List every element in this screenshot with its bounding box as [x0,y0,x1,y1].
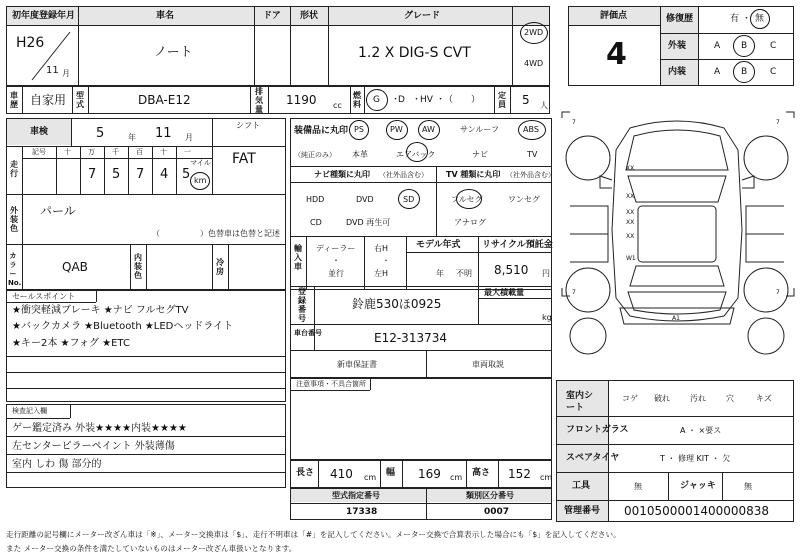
interior-a: A [714,67,721,77]
navi-type-label: ナビ種類に丸印 [314,170,370,179]
mileage-label: 走行 [10,160,18,178]
tv-fullseg: フルセグ [451,195,483,204]
inspection-label: 車検 [30,127,49,137]
fuel-hv: HV [420,95,433,105]
color-note-left: （ [152,229,160,238]
mileage-digit-2: 5 [112,167,121,182]
max-load-unit: kg [542,313,552,322]
tools-value: 無 [634,482,642,491]
wheel-front-right [744,136,788,180]
type-designation-label: 型式指定番号 [332,491,380,500]
mgmt-value: 0010500001400000838 [624,504,770,518]
recycle-unit: 円 [542,269,550,278]
first-reg-year: H26 [16,35,45,51]
mileage-head-6: 一 [184,148,191,156]
footer-line-1: 走行距離の記号欄にメーター改ざん車は「※」、メーター交換車は「$」、走行不明車は「#」を記入してください。メーター交換で合算表示した場合にも「$」を記入してください。 [6,530,621,539]
height-label: 高さ [472,468,491,478]
fuel-g: G [373,95,380,105]
exterior-label: 外装 [668,41,687,51]
sales-point-2: ★バックカメラ ★Bluetooth ★LEDヘッドライト [12,321,234,332]
footer-line-2: また メーター交換の条件を満たしていないものはメーター改ざん車扱いとなります。 [6,544,297,553]
height-value: 152 [508,467,531,481]
wheel-label-3: 7 [572,289,576,296]
car-rear-window [630,266,724,286]
repair-history-sep: ・ [742,14,752,24]
drive-4wd: 4WD [524,59,544,68]
capacity-unit: 人 [540,101,548,110]
capacity-value: 5 [522,93,530,107]
car-trunk [628,292,726,314]
recycle-value: 8,510 [494,263,529,277]
height-unit: cm [540,473,553,482]
seat-item-3: 汚れ [690,394,706,403]
class-number-label: 類別区分番号 [466,491,514,500]
shift-value: FAT [232,151,256,167]
interior-color-label: 内装色 [134,253,142,280]
spare-label: スペアタイヤ [566,453,620,463]
chassis-value: E12-313734 [374,331,447,345]
notes-label: 注意事項・不具合箇所 [296,380,366,388]
type-designation-value: 17338 [346,507,378,517]
reg-number-label: 登録番号 [298,287,306,323]
wheel-rear-right [744,268,788,312]
navi-type-note: （社外品含む） [379,171,428,179]
inspector-line-2: 左センターピラーペイント 外装薄傷 [12,441,175,452]
doors-label: ドア [263,11,281,21]
import-label: 輸入車 [294,244,302,271]
length-value: 410 [330,467,353,481]
wheel-label-2: 7 [776,119,780,126]
mileage-digit-3: 7 [136,167,145,182]
tv-type-note: （社外品含む） [506,171,555,179]
drive-2wd: 2WD [524,28,544,37]
fuel-label: 燃料 [353,91,361,109]
spare-wheel-left [570,318,606,354]
reg-number-value: 鈴鹿530ほ0925 [352,297,442,311]
color-code-value: QAB [62,260,88,274]
navi-dvd-play: DVD 再生可 [346,218,391,227]
tv-analog: アナログ [454,218,486,227]
exterior-a: A [714,41,721,51]
import-dot-2: ・ [382,256,390,265]
navi-cd: CD [310,218,322,227]
displacement-label: 排気量 [255,87,263,114]
equip-ps: PS [354,125,364,134]
car-hood [626,130,728,170]
inspection-year-unit: 年 [128,133,136,142]
import-right: 右H [374,244,389,253]
seat-item-2: 破れ [654,394,670,403]
first-reg-month: 11 [46,65,59,76]
exterior-c: C [770,41,777,51]
grade-label: グレード [404,11,441,21]
spare-text: T ・ 修理 KIT ・ 欠 [660,454,731,463]
shift-label: シフト [236,121,260,130]
inspector-label: 検査記入欄 [12,407,47,415]
color-label: 外装色 [10,206,18,233]
score-label: 評価点 [600,11,628,21]
interior-c: C [770,67,777,77]
width-unit: cm [450,473,463,482]
fuel-dot-3: ・ [436,95,446,105]
fuel-dot-2: ・ [412,95,422,105]
windshield-label: フロントガラス [566,425,629,435]
marker-5: XX [626,233,635,240]
length-label: 長さ [296,468,315,478]
chassis-label: 車台番号 [294,329,322,337]
color-code-label: カラーNo. [8,252,22,287]
fuel-other: （ ） [444,95,481,105]
navi-sd: SD [403,195,415,204]
car-name-value: ノート [154,45,193,60]
equip-pw: PW [390,125,403,134]
score-value: 4 [606,37,627,72]
marker-2: XX [626,193,635,200]
import-dot-1: ・ [332,256,340,265]
manual-label: 車両取説 [472,360,504,369]
displacement-unit: cc [333,101,342,110]
model-type-label: 型式 [76,91,84,109]
use-value: 自家用 [30,93,67,107]
class-number-value: 0007 [484,507,510,517]
mileage-head-1: 十 [64,148,71,156]
length-unit: cm [364,473,377,482]
tv-oneseg: ワンセグ [508,195,540,204]
mileage-digit-1: 7 [88,167,97,182]
windshield-text: A ・ ×要ス [680,426,722,435]
interior-b: B [741,67,748,77]
shape-label: 形状 [300,11,319,21]
mileage-km: km [194,176,207,185]
import-parallel: 並行 [328,269,344,278]
repair-history-no: 無 [755,14,765,24]
use-label: 車歴 [10,91,18,109]
color-value: パール [40,204,76,218]
wheel-label-1: 7 [572,119,576,126]
mileage-head-4: 百 [136,148,143,156]
recycle-label: リサイクル預託金 [482,240,553,250]
seat-item-5: キズ [756,394,772,403]
inspector-line-3: 室内 しわ 傷 部分的 [12,459,102,470]
equip-navi: ナビ [472,150,488,159]
mileage-head-0: 記号 [32,148,46,156]
first-reg-label: 初年度登録年月 [12,11,76,21]
model-year-label: モデル年式 [416,240,461,250]
equipment-label: 装備品に丸印 [294,126,349,136]
first-reg-month-unit: 月 [62,69,70,78]
sales-point-1: ★衝突軽減ブレーキ ★ナビ フルセグTV [12,305,189,316]
inspector-line-1: ゲー鑑定済み 外装★★★★内装★★★★ [12,423,187,434]
fuel-d: D [398,95,405,105]
equip-airbag: エアバック [396,150,436,159]
seat-item-1: コゲ [622,394,638,403]
mileage-head-5: 十 [160,148,167,156]
navi-hdd: HDD [306,195,325,204]
mirror-right [742,176,754,188]
car-condition-diagram [560,110,796,378]
interior-label: 内装 [668,67,687,77]
mileage-digit-4: 4 [160,167,169,182]
model-year-unit: 年 [436,269,444,278]
tools-label: 工具 [572,481,591,491]
mileage-head-3: 千 [112,148,119,156]
marker-7: A1 [672,315,680,322]
equip-abs: ABS [523,125,539,134]
wheel-front-left [566,136,610,180]
car-roof [638,206,716,262]
width-label: 幅 [386,468,396,478]
wheel-label-4: 7 [776,289,780,296]
mileage-head-2: 万 [88,148,95,156]
repair-history-label: 修復歴 [666,14,694,24]
displacement-value: 1190 [286,93,317,107]
seat-item-4: 穴 [726,394,734,403]
seat-label: 室内シート [566,391,594,413]
color-note-right: ）色替車は色替と記述 [200,229,280,238]
mgmt-label: 管理番号 [564,506,601,516]
warranty-label: 新車保証書 [337,360,377,369]
jack-label: ジャッキ [680,481,716,491]
fuel-dot-1: ・ [391,95,401,105]
inspection-year: 5 [96,126,105,141]
spare-wheel-right [748,318,784,354]
marker-4: XX [626,219,635,226]
sales-point-3: ★キー2本 ★フォグ ★ETC [12,338,130,349]
navi-dvd: DVD [356,195,374,204]
car-name-label: 車名 [156,11,175,21]
car-windshield [628,176,726,202]
aircon-label: 冷房 [216,258,224,276]
exterior-b: B [741,41,748,51]
marker-6: W1 [626,255,636,262]
width-value: 169 [418,467,441,481]
model-year-unknown: 不明 [456,269,472,278]
import-left: 左H [374,269,389,278]
max-load-label: 最大積載量 [484,288,524,297]
tv-type-label: TV 種類に丸印 [446,170,501,179]
equip-leather: 本革 [352,150,368,159]
equip-sunroof: サンルーフ [460,125,499,134]
mirror-left [600,176,612,188]
marker-1: XX [626,165,635,172]
mileage-mile: マイル [190,159,211,167]
repair-history-yes: 有 [730,14,740,24]
model-type-value: DBA-E12 [138,93,191,107]
grade-value: 1.2 X DIG-S CVT [358,45,471,61]
equip-tv: TV [527,150,538,159]
equip-aw: AW [422,125,435,134]
inspection-month-unit: 月 [185,133,193,142]
jack-value: 無 [744,482,752,491]
mileage-digit-5: 5 [182,167,191,182]
marker-3: XX [626,209,635,216]
import-dealer: ディーラー [316,244,356,253]
equipment-sub: （純正のみ） [294,151,336,159]
sales-points-label: セールスポイント [12,292,76,301]
inspection-month: 11 [155,126,172,141]
capacity-label: 定員 [498,91,506,109]
